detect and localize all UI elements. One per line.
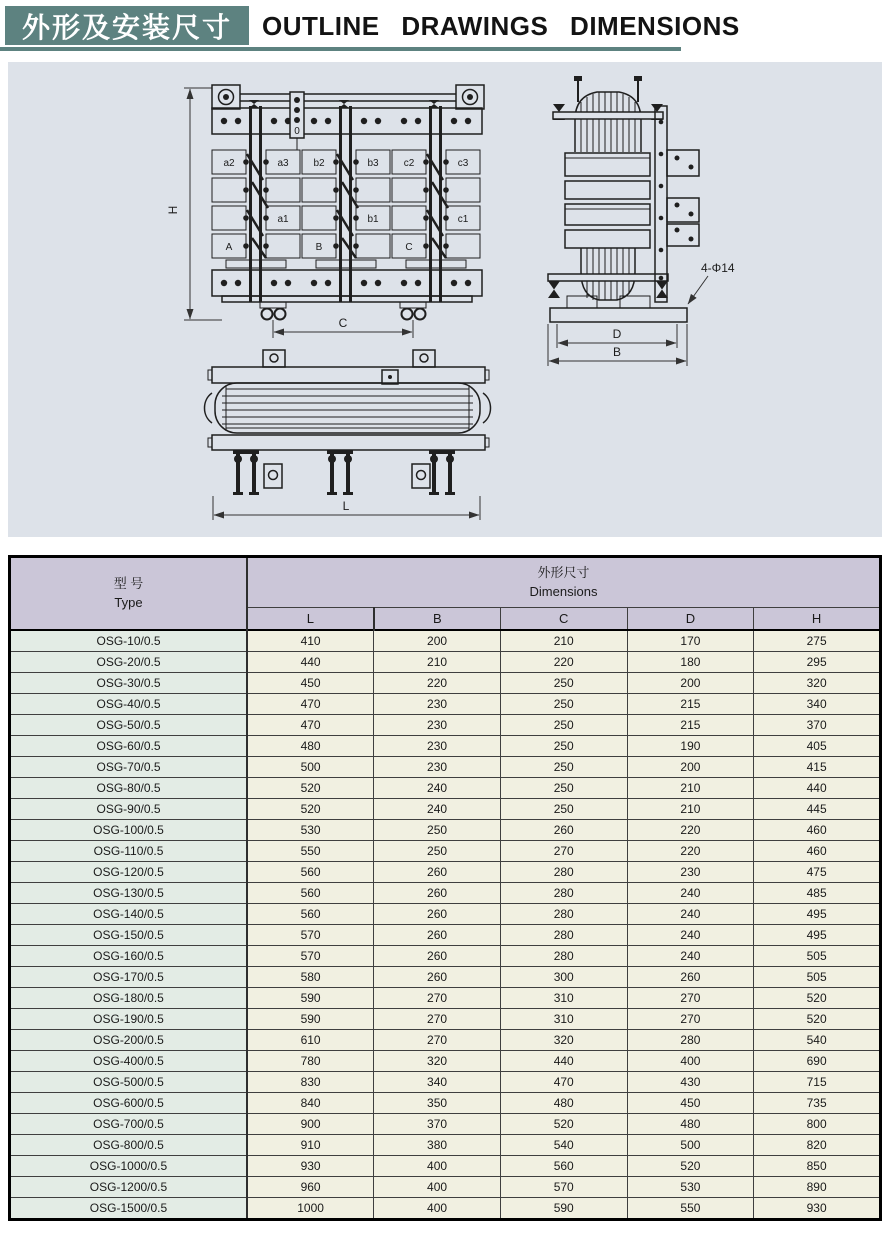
dim-cell: 320 (374, 1051, 501, 1072)
table-row (10, 1072, 881, 1093)
dim-cell: 260 (627, 967, 754, 988)
dim-cell: 610 (247, 1030, 374, 1051)
dim-cell: 260 (374, 967, 501, 988)
dim-cell: 470 (247, 715, 374, 736)
tap-label-c1: c1 (457, 214, 469, 225)
dim-cell: 530 (247, 820, 374, 841)
dim-cell: 450 (247, 673, 374, 694)
table-row (10, 630, 881, 652)
dim-cell: 505 (754, 946, 881, 967)
dim-cell: 460 (754, 820, 881, 841)
dim-cell: 570 (500, 1177, 627, 1198)
dim-cell: 445 (754, 799, 881, 820)
dim-cell: 590 (500, 1198, 627, 1220)
dim-cell: 260 (374, 862, 501, 883)
table-row (10, 904, 881, 925)
table-header (10, 557, 881, 631)
dim-cell: 280 (500, 946, 627, 967)
type-column-header (10, 557, 248, 631)
dim-cell: 250 (500, 757, 627, 778)
dimensions-column-header (247, 557, 881, 608)
type-cell: OSG-110/0.5 (10, 841, 248, 862)
dim-cell: 440 (500, 1051, 627, 1072)
dim-cell: 505 (754, 967, 881, 988)
col-header-l: L (247, 608, 374, 631)
dim-cell: 340 (754, 694, 881, 715)
dim-cell: 520 (754, 988, 881, 1009)
dimensions-table-section (8, 555, 882, 1221)
dim-cell: 690 (754, 1051, 881, 1072)
dim-cell: 460 (754, 841, 881, 862)
dim-cell: 440 (754, 778, 881, 799)
type-header-en: Type (114, 594, 143, 610)
dim-cell: 275 (754, 630, 881, 652)
type-cell: OSG-160/0.5 (10, 946, 248, 967)
type-cell: OSG-400/0.5 (10, 1051, 248, 1072)
dim-cell: 250 (500, 715, 627, 736)
dim-cell: 200 (627, 757, 754, 778)
type-header-zh: 型 号 (113, 575, 144, 591)
dim-cell: 320 (500, 1030, 627, 1051)
dim-cell: 480 (247, 736, 374, 757)
type-cell: OSG-800/0.5 (10, 1135, 248, 1156)
table-row (10, 1009, 881, 1030)
dim-cell: 520 (627, 1156, 754, 1177)
dim-cell: 735 (754, 1093, 881, 1114)
table-row (10, 1177, 881, 1198)
type-cell: OSG-500/0.5 (10, 1072, 248, 1093)
dim-cell: 260 (500, 820, 627, 841)
dim-cell: 260 (374, 925, 501, 946)
neutral-terminal-label: 0 (294, 126, 300, 137)
dim-cell: 480 (627, 1114, 754, 1135)
dim-cell: 470 (500, 1072, 627, 1093)
front-view-drawing (166, 85, 484, 338)
type-cell: OSG-20/0.5 (10, 652, 248, 673)
dim-cell: 230 (374, 736, 501, 757)
dim-cell: 400 (374, 1198, 501, 1220)
dim-cell: 280 (500, 862, 627, 883)
header-underline (0, 47, 681, 51)
dim-cell: 540 (500, 1135, 627, 1156)
dim-cell: 485 (754, 883, 881, 904)
dim-cell: 850 (754, 1156, 881, 1177)
dim-cell: 260 (374, 946, 501, 967)
dim-cell: 250 (374, 841, 501, 862)
dim-cell: 300 (500, 967, 627, 988)
table-row (10, 736, 881, 757)
dim-label-h: H (166, 205, 180, 215)
dim-cell: 210 (627, 778, 754, 799)
dim-cell: 550 (627, 1198, 754, 1220)
page-title-english: OUTLINE DRAWINGS DIMENSIONS (262, 11, 740, 41)
table-row (10, 1030, 881, 1051)
dim-cell: 400 (374, 1177, 501, 1198)
dim-cell: 270 (374, 988, 501, 1009)
side-view-drawing (548, 76, 735, 366)
dim-cell: 310 (500, 988, 627, 1009)
dim-cell: 270 (627, 1009, 754, 1030)
dim-cell: 260 (374, 883, 501, 904)
col-header-b: B (374, 608, 501, 631)
dim-cell: 280 (627, 1030, 754, 1051)
type-cell: OSG-700/0.5 (10, 1114, 248, 1135)
dim-cell: 210 (500, 630, 627, 652)
table-row (10, 883, 881, 904)
table-body (10, 630, 881, 1220)
dim-cell: 530 (627, 1177, 754, 1198)
tap-label-b3: b3 (367, 158, 379, 169)
dim-cell: 580 (247, 967, 374, 988)
phase-a-windings (212, 106, 300, 302)
dim-cell: 250 (500, 673, 627, 694)
col-header-c: C (500, 608, 627, 631)
dim-cell: 180 (627, 652, 754, 673)
phase-label-c: C (405, 242, 413, 253)
dim-cell: 310 (500, 1009, 627, 1030)
type-cell: OSG-70/0.5 (10, 757, 248, 778)
table-row (10, 841, 881, 862)
dim-cell: 240 (374, 799, 501, 820)
dim-cell: 190 (627, 736, 754, 757)
dim-cell: 520 (754, 1009, 881, 1030)
type-cell: OSG-40/0.5 (10, 694, 248, 715)
tap-label-c3: c3 (457, 158, 469, 169)
type-cell: OSG-80/0.5 (10, 778, 248, 799)
type-cell: OSG-1000/0.5 (10, 1156, 248, 1177)
type-cell: OSG-90/0.5 (10, 799, 248, 820)
dim-cell: 500 (247, 757, 374, 778)
dim-cell: 495 (754, 904, 881, 925)
phase-label-a: A (225, 242, 233, 253)
type-cell: OSG-180/0.5 (10, 988, 248, 1009)
dim-cell: 410 (247, 630, 374, 652)
col-header-d: D (627, 608, 754, 631)
bottom-view-drawing (205, 350, 491, 520)
dim-cell: 370 (374, 1114, 501, 1135)
dim-cell: 220 (627, 841, 754, 862)
mounting-legs (233, 450, 455, 495)
table-row (10, 946, 881, 967)
dim-cell: 230 (374, 694, 501, 715)
type-cell: OSG-600/0.5 (10, 1093, 248, 1114)
dim-cell: 405 (754, 736, 881, 757)
tap-label-c2: c2 (403, 158, 415, 169)
dim-cell: 370 (754, 715, 881, 736)
dim-cell: 200 (374, 630, 501, 652)
table-row (10, 652, 881, 673)
outline-drawings (8, 62, 882, 537)
dim-cell: 480 (500, 1093, 627, 1114)
dim-cell: 260 (374, 904, 501, 925)
type-cell: OSG-60/0.5 (10, 736, 248, 757)
col-header-h: H (754, 608, 881, 631)
type-cell: OSG-130/0.5 (10, 883, 248, 904)
table-row (10, 694, 881, 715)
dim-cell: 280 (500, 925, 627, 946)
dim-cell: 215 (627, 715, 754, 736)
dim-cell: 250 (374, 820, 501, 841)
type-cell: OSG-100/0.5 (10, 820, 248, 841)
phase-label-b: B (315, 242, 323, 253)
dim-cell: 520 (247, 778, 374, 799)
dim-cell: 540 (754, 1030, 881, 1051)
type-cell: OSG-1500/0.5 (10, 1198, 248, 1220)
dim-cell: 590 (247, 1009, 374, 1030)
table-row (10, 715, 881, 736)
dim-cell: 320 (754, 673, 881, 694)
dim-cell: 250 (500, 736, 627, 757)
dim-cell: 830 (247, 1072, 374, 1093)
dim-cell: 230 (627, 862, 754, 883)
dim-cell: 280 (500, 883, 627, 904)
dim-cell: 400 (627, 1051, 754, 1072)
tap-label-b1: b1 (367, 214, 379, 225)
dim-cell: 930 (754, 1198, 881, 1220)
type-cell: OSG-120/0.5 (10, 862, 248, 883)
type-cell: OSG-170/0.5 (10, 967, 248, 988)
dim-cell: 170 (627, 630, 754, 652)
dim-cell: 520 (500, 1114, 627, 1135)
table-row (10, 925, 881, 946)
type-cell: OSG-190/0.5 (10, 1009, 248, 1030)
table-row (10, 1156, 881, 1177)
tap-label-b2: b2 (313, 158, 325, 169)
dimensions-table (8, 555, 882, 1221)
dim-cell: 240 (627, 904, 754, 925)
table-row (10, 1114, 881, 1135)
table-row (10, 967, 881, 988)
dim-cell: 520 (247, 799, 374, 820)
dim-cell: 240 (627, 883, 754, 904)
dim-cell: 220 (500, 652, 627, 673)
table-row (10, 1093, 881, 1114)
dim-cell: 415 (754, 757, 881, 778)
dim-cell: 900 (247, 1114, 374, 1135)
dim-cell: 200 (627, 673, 754, 694)
tap-label-a1: a1 (277, 214, 289, 225)
dim-cell: 220 (627, 820, 754, 841)
dim-cell: 240 (627, 946, 754, 967)
dim-label-l: L (342, 499, 350, 513)
dim-cell: 270 (627, 988, 754, 1009)
dims-header-zh: 外形尺寸 (537, 564, 590, 580)
dim-cell: 800 (754, 1114, 881, 1135)
phase-b-windings (302, 106, 390, 302)
dim-cell: 495 (754, 925, 881, 946)
dim-cell: 340 (374, 1072, 501, 1093)
dim-cell: 230 (374, 715, 501, 736)
dim-cell: 470 (247, 694, 374, 715)
table-row (10, 820, 881, 841)
dim-cell: 570 (247, 946, 374, 967)
page-title-chinese: 外形及安装尺寸 (5, 6, 249, 45)
tap-label-a3: a3 (277, 158, 289, 169)
dim-cell: 715 (754, 1072, 881, 1093)
dim-cell: 500 (627, 1135, 754, 1156)
dim-cell: 350 (374, 1093, 501, 1114)
dim-cell: 890 (754, 1177, 881, 1198)
drawing-panel (8, 62, 882, 537)
table-row (10, 862, 881, 883)
dim-cell: 270 (500, 841, 627, 862)
type-cell: OSG-150/0.5 (10, 925, 248, 946)
dim-cell: 910 (247, 1135, 374, 1156)
dim-cell: 560 (500, 1156, 627, 1177)
page-header (0, 0, 890, 56)
dim-cell: 550 (247, 841, 374, 862)
tap-label-a2: a2 (223, 158, 235, 169)
type-cell: OSG-200/0.5 (10, 1030, 248, 1051)
dim-cell: 560 (247, 883, 374, 904)
dim-cell: 270 (374, 1009, 501, 1030)
dim-cell: 210 (374, 652, 501, 673)
dim-label-c: C (338, 316, 348, 330)
dim-cell: 780 (247, 1051, 374, 1072)
dim-cell: 590 (247, 988, 374, 1009)
dim-cell: 820 (754, 1135, 881, 1156)
hole-spec-label: 4-Φ14 (701, 261, 735, 275)
dim-cell: 840 (247, 1093, 374, 1114)
dim-cell: 440 (247, 652, 374, 673)
table-row (10, 988, 881, 1009)
dim-cell: 295 (754, 652, 881, 673)
type-cell: OSG-50/0.5 (10, 715, 248, 736)
dim-cell: 475 (754, 862, 881, 883)
dim-cell: 270 (374, 1030, 501, 1051)
dim-cell: 230 (374, 757, 501, 778)
type-cell: OSG-30/0.5 (10, 673, 248, 694)
dim-cell: 400 (374, 1156, 501, 1177)
dim-cell: 560 (247, 904, 374, 925)
dim-cell: 240 (627, 925, 754, 946)
dim-cell: 960 (247, 1177, 374, 1198)
table-row (10, 799, 881, 820)
dim-cell: 430 (627, 1072, 754, 1093)
table-row (10, 778, 881, 799)
dim-cell: 1000 (247, 1198, 374, 1220)
dim-cell: 280 (500, 904, 627, 925)
dim-cell: 930 (247, 1156, 374, 1177)
table-row (10, 673, 881, 694)
type-cell: OSG-140/0.5 (10, 904, 248, 925)
dim-cell: 560 (247, 862, 374, 883)
dim-label-b: B (612, 345, 622, 359)
dim-cell: 220 (374, 673, 501, 694)
table-row (10, 1051, 881, 1072)
dim-cell: 380 (374, 1135, 501, 1156)
phase-c-windings (392, 106, 480, 302)
type-cell: OSG-1200/0.5 (10, 1177, 248, 1198)
type-cell: OSG-10/0.5 (10, 630, 248, 652)
table-row (10, 1198, 881, 1220)
dim-cell: 210 (627, 799, 754, 820)
dims-header-en: Dimensions (529, 583, 598, 599)
dim-cell: 250 (500, 778, 627, 799)
dim-cell: 215 (627, 694, 754, 715)
table-row (10, 757, 881, 778)
dim-cell: 570 (247, 925, 374, 946)
dim-cell: 240 (374, 778, 501, 799)
dim-cell: 250 (500, 799, 627, 820)
dim-cell: 450 (627, 1093, 754, 1114)
dim-cell: 250 (500, 694, 627, 715)
dim-label-d: D (612, 327, 622, 341)
table-row (10, 1135, 881, 1156)
